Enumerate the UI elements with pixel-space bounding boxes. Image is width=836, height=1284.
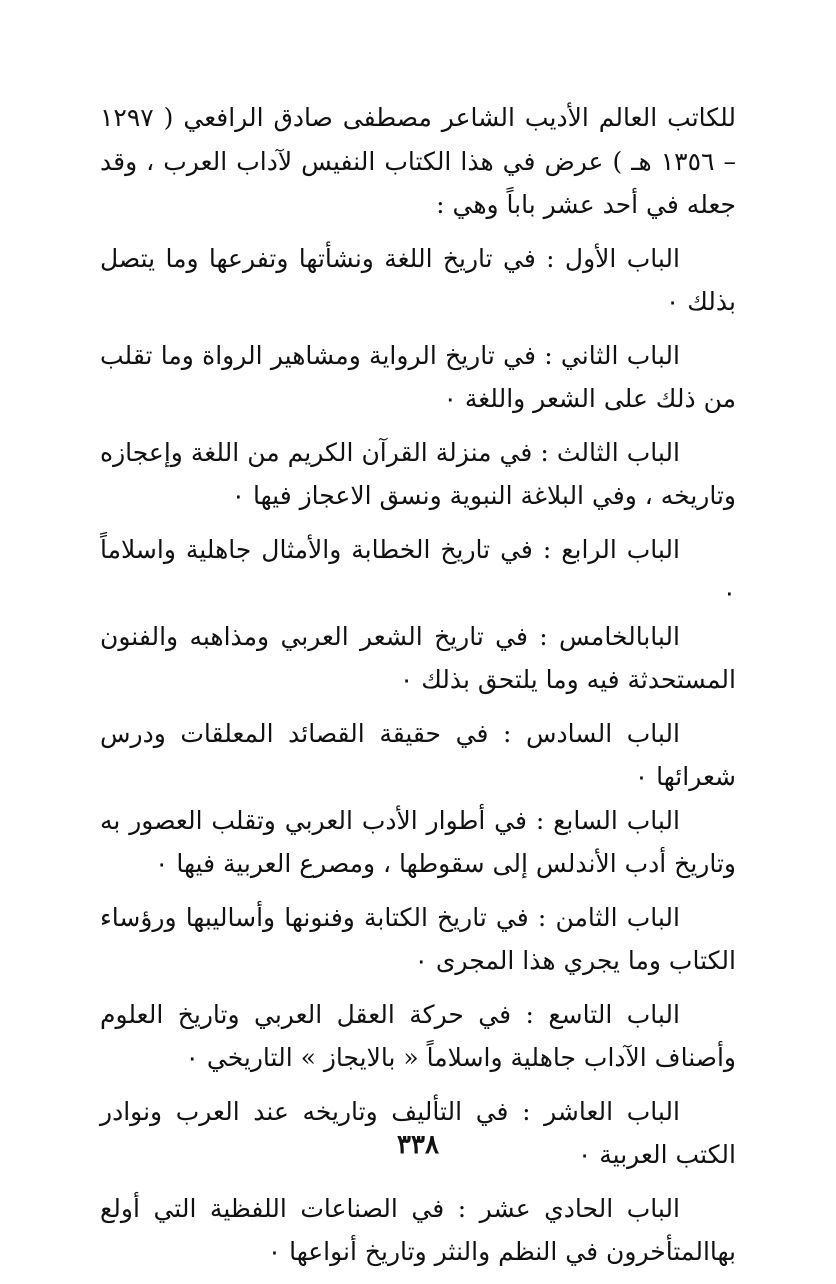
chapter-6-paragraph: الباب السادس : في حقيقة القصائد المعلقات ودرس شعرائها ٠ [100, 718, 736, 791]
chapter-2-paragraph: الباب الثاني : في تاريخ الرواية ومشاهير الرواة وما تقلب من ذلك على الشعر واللغة ٠ [100, 340, 736, 413]
chapter-9-paragraph: الباب التاسع : في حركة العقل العربي وتاريخ العلوم وأصناف الآداب جاهلية واسلاماً « بالايجاز » التاريخي ٠ [100, 999, 736, 1072]
page-number: ٣٣٨ [397, 1130, 439, 1160]
intro-paragraph: للكاتب العالم الأديب الشاعر مصطفى صادق الرافعي ( ١٢٩٧ – ١٣٥٦ هـ ) عرض في هذا الكتاب النفيس لآداب العرب ، وقد جعله في أحد عشر باباً وهي : [100, 103, 736, 219]
page-text [100, 96, 736, 1284]
chapter-11-paragraph: الباب الحادي عشر : في الصناعات اللفظية التي أولع بهاالمتأخرون في النظم والنثر وتاريخ أنواعها ٠ [100, 1193, 736, 1266]
chapter-5-paragraph: البابالخامس : في تاريخ الشعر العربي ومذاهبه والفنون المستحدثة فيه وما يلتحق بذلك ٠ [100, 621, 736, 694]
chapter-3-paragraph: الباب الثالث : في منزلة القرآن الكريم من اللغة وإعجازه وتاريخه ، وفي البلاغة النبوية ونسق الاعجاز فيها ٠ [100, 437, 736, 510]
chapter-7-paragraph: الباب السابع : في أطوار الأدب العربي وتقلب العصور به وتاريخ أدب الأندلس إلى سقوطها ، ومصرع العربية فيها ٠ [100, 805, 736, 878]
chapter-8-paragraph: الباب الثامن : في تاريخ الكتابة وفنونها وأساليبها ورؤساء الكتاب وما يجري هذا المجرى ٠ [100, 902, 736, 975]
chapter-10-paragraph: الباب العاشر : في التأليف وتاريخه عند العرب ونوادر الكتب العربية ٠ [100, 1096, 736, 1169]
chapter-1-paragraph: الباب الأول : في تاريخ اللغة ونشأتها وتفرعها وما يتصل بذلك ٠ [100, 243, 736, 316]
chapter-4-paragraph: الباب الرابع : في تاريخ الخطابة والأمثال جاهلية واسلاماً ٠ [100, 534, 736, 607]
